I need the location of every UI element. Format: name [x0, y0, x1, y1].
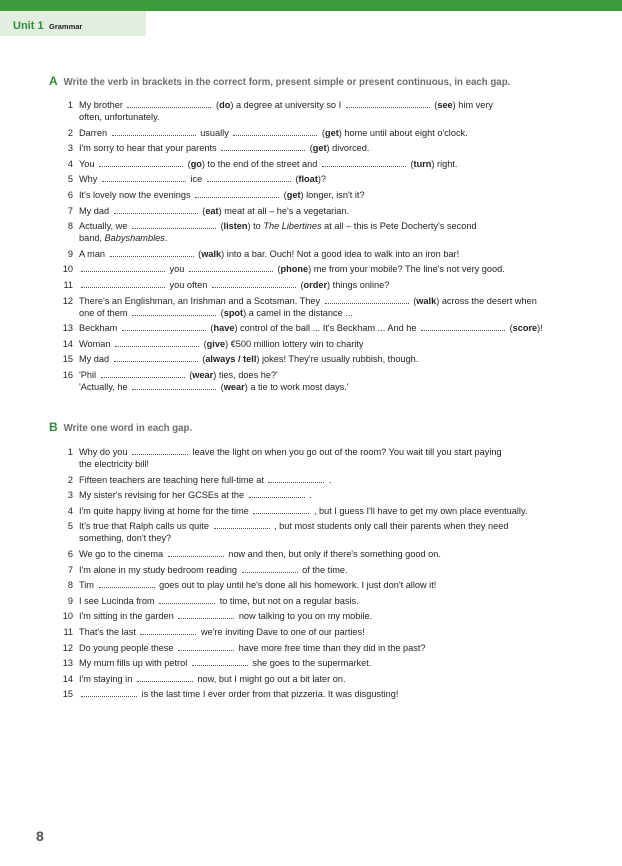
answer-gap[interactable] [132, 227, 216, 229]
section-b-heading [49, 420, 192, 434]
list-item: 3 I'm sorry to hear that your parents (get) divorced. [67, 143, 370, 154]
section-b-letter: B [49, 420, 58, 434]
answer-gap[interactable] [137, 680, 193, 682]
answer-gap[interactable] [346, 106, 430, 108]
answer-gap[interactable] [322, 165, 406, 167]
answer-gap[interactable] [253, 512, 309, 514]
answer-gap[interactable] [212, 286, 296, 288]
list-item: 16 'Phil (wear) ties, does he?' 'Actually, he (wear) a tie to work most days.' [62, 369, 349, 392]
list-item: 5 It's true that Ralph calls us quite , but most students only call their parents when they need something, don't they? [67, 521, 509, 544]
section-b-instruction: Write one word in each gap. [63, 423, 193, 434]
answer-gap[interactable] [99, 586, 155, 588]
answer-gap[interactable] [421, 329, 505, 331]
list-item: 6 We go to the cinema now and then, but only if there's something good on. [67, 548, 441, 559]
list-item: 6 It's lovely now the evenings (get) longer, isn't it? [67, 189, 365, 200]
answer-gap[interactable] [140, 633, 196, 635]
list-item: 15 is the last time I ever order from that pizzeria. It was disgusting! [62, 689, 399, 700]
list-item: 4 I'm quite happy living at home for the time , but I guess I'll have to get my own place eventually. [67, 505, 528, 516]
answer-gap[interactable] [110, 255, 194, 257]
list-item: 4 You (go) to the end of the street and (turn) right. [67, 158, 458, 169]
section-a-letter: A [49, 74, 58, 88]
list-item: 7 I'm alone in my study bedroom reading of the time. [67, 564, 348, 575]
answer-gap[interactable] [81, 286, 165, 288]
answer-gap[interactable] [178, 617, 234, 619]
answer-gap[interactable] [242, 571, 298, 573]
answer-gap[interactable] [168, 555, 224, 557]
answer-gap[interactable] [127, 106, 211, 108]
top-color-bar [0, 0, 622, 11]
section-a-list [60, 99, 575, 397]
list-item: 12 There's an Englishman, an Irishman and a Scotsman. They (walk) across the desert when one of them (spot) a camel in the distance ... [62, 295, 537, 318]
answer-gap[interactable] [132, 388, 216, 390]
section-b-list [60, 446, 575, 704]
unit-section-label: Grammar [49, 22, 83, 31]
list-item: 9 I see Lucinda from to time, but not on a regular basis. [67, 595, 359, 606]
list-item: 5 Why ice (float)? [67, 174, 327, 185]
list-item: 13 Beckham (have) control of the ball ... It's Beckham ... And he (score)! [62, 323, 543, 334]
list-item: 8 Tim goes out to play until he's done all his homework. I just don't allow it! [67, 580, 437, 591]
answer-gap[interactable] [114, 360, 198, 362]
answer-gap[interactable] [101, 376, 185, 378]
list-item: 11 That's the last we're inviting Dave to one of our parties! [63, 626, 365, 637]
answer-gap[interactable] [192, 664, 248, 666]
answer-gap[interactable] [115, 345, 199, 347]
answer-gap[interactable] [102, 180, 186, 182]
answer-gap[interactable] [122, 329, 206, 331]
list-item: 8 Actually, we (listen) to The Libertines at all – this is Pete Docherty's second band, Babyshambles. [67, 221, 477, 244]
answer-gap[interactable] [132, 314, 216, 316]
list-item: 1 My brother (do) a degree at university so I (see) him very often, unfortunately. [67, 100, 494, 122]
list-item: 2 Darren usually (get) home until about eight o'clock. [67, 127, 468, 138]
answer-gap[interactable] [178, 649, 234, 651]
list-item: 10 I'm sitting in the garden now talking to you on my mobile. [62, 611, 373, 622]
answer-gap[interactable] [132, 453, 188, 455]
unit-label: Unit 1 [13, 20, 44, 32]
list-item: 3 My sister's revising for her GCSEs at the . [67, 490, 312, 501]
answer-gap[interactable] [114, 212, 198, 214]
list-item: 14 I'm staying in now, but I might go out a bit later on. [62, 673, 346, 684]
list-item: 10 you (phone) me from your mobile? The line's not very good. [62, 264, 505, 275]
list-item: 2 Fifteen teachers are teaching here full-time at . [67, 474, 332, 485]
answer-gap[interactable] [249, 496, 305, 498]
answer-gap[interactable] [268, 481, 324, 483]
answer-gap[interactable] [325, 302, 409, 304]
list-item: 1 Why do you leave the light on when you go out of the room? You wait till you start paying the electricity bill! [67, 447, 502, 469]
answer-gap[interactable] [99, 165, 183, 167]
list-item: 7 My dad (eat) meat at all – he's a vegetarian. [67, 205, 350, 216]
list-item: 14 Woman (give) €500 million lottery win to charity [62, 338, 364, 349]
answer-gap[interactable] [189, 270, 273, 272]
answer-gap[interactable] [159, 602, 215, 604]
section-a-heading [49, 74, 510, 88]
answer-gap[interactable] [195, 196, 279, 198]
list-item: 12 Do young people these have more free time than they did in the past? [62, 642, 426, 653]
answer-gap[interactable] [112, 134, 196, 136]
page-number: 8 [36, 828, 44, 844]
section-a-instruction: Write the verb in brackets in the correct form, present simple or present continuous, in each gap. [63, 77, 511, 88]
answer-gap[interactable] [207, 180, 291, 182]
answer-gap[interactable] [81, 695, 137, 697]
list-item: 11 you often (order) things online? [63, 279, 390, 290]
answer-gap[interactable] [221, 149, 305, 151]
answer-gap[interactable] [214, 527, 270, 529]
list-item: 15 My dad (always / tell) jokes! They're usually rubbish, though. [62, 354, 419, 365]
answer-gap[interactable] [81, 270, 165, 272]
answer-gap[interactable] [233, 134, 317, 136]
list-item: 13 My mum fills up with petrol she goes to the supermarket. [62, 658, 372, 669]
list-item: 9 A man (walk) into a bar. Ouch! Not a good idea to walk into an iron bar! [67, 248, 460, 259]
